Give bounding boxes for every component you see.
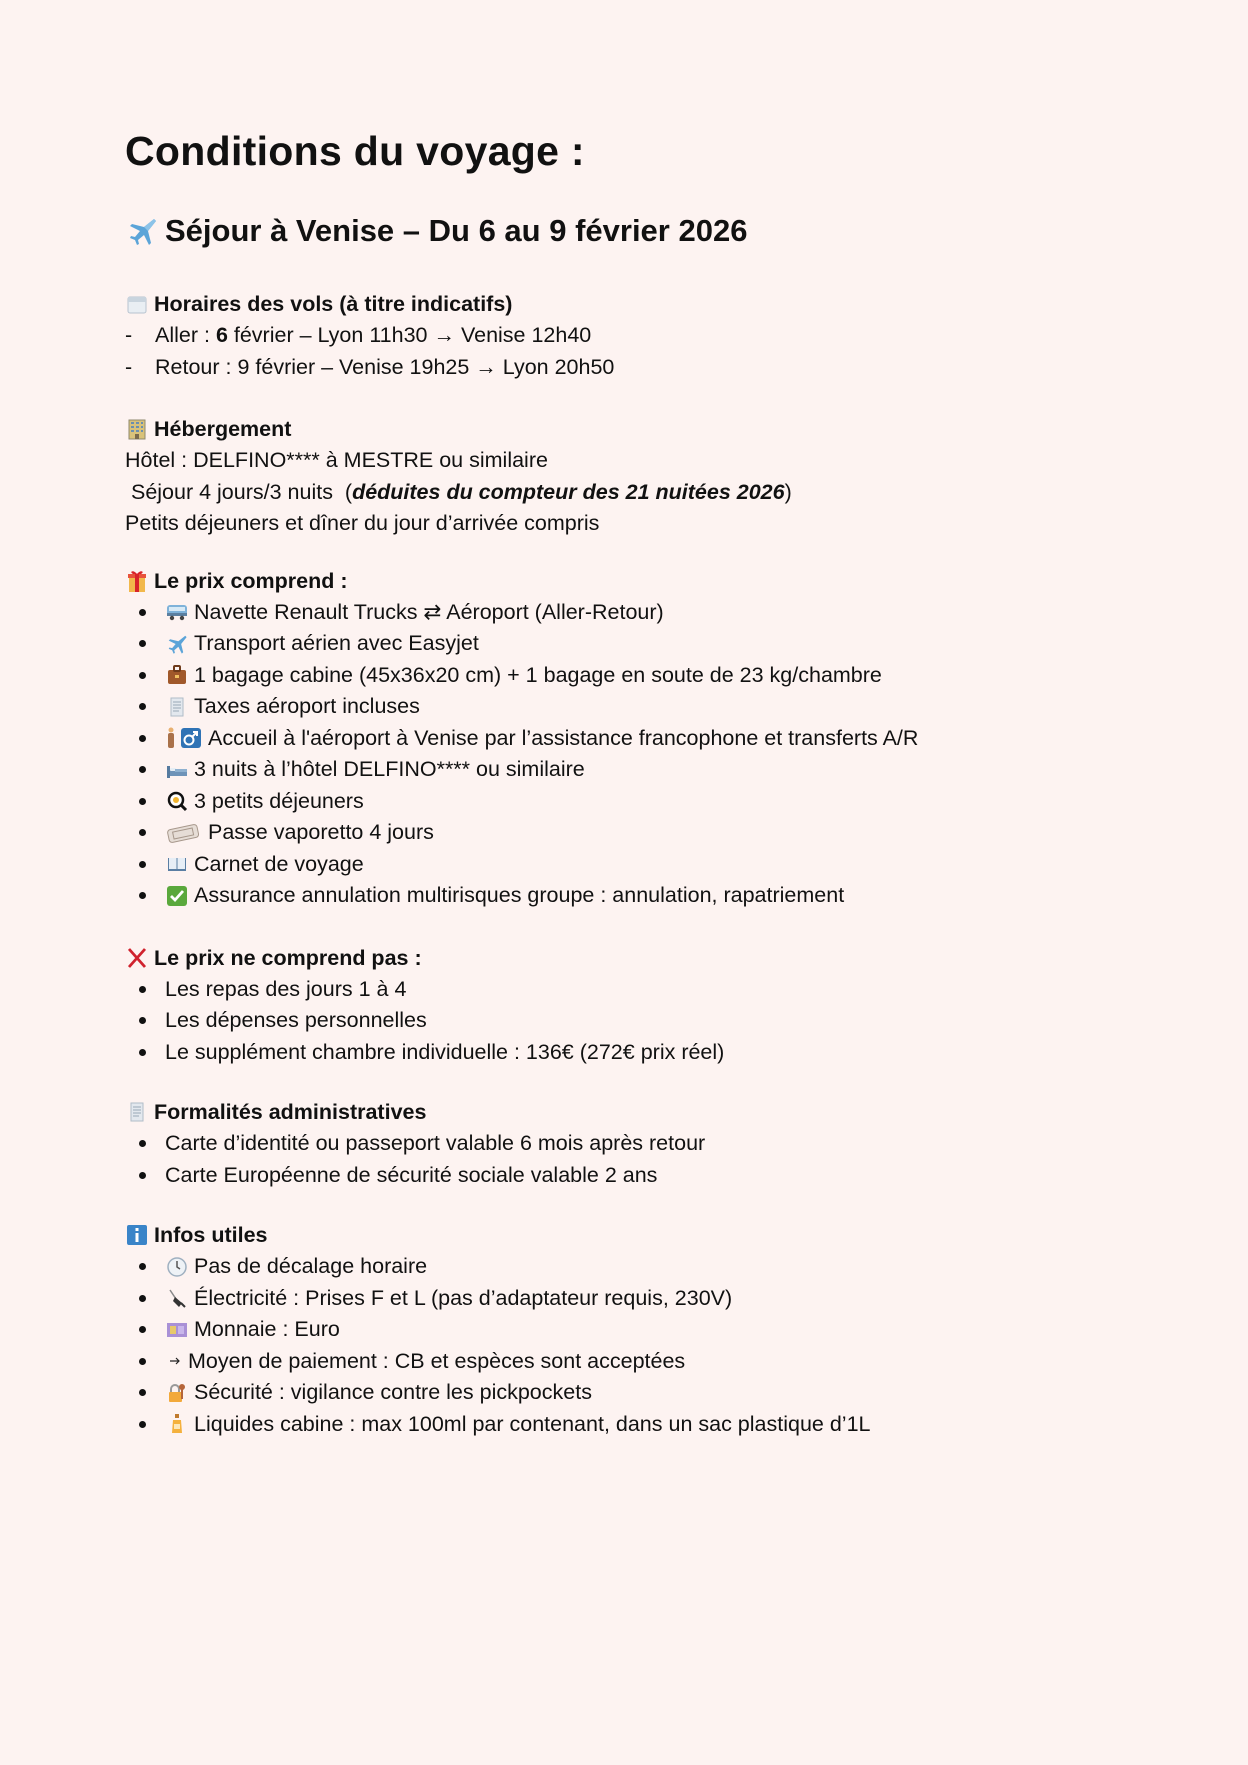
clock-icon	[165, 1255, 189, 1279]
airplane-icon	[125, 214, 159, 248]
item-text: Transport aérien avec Easyjet	[194, 631, 479, 655]
ticket-icon	[165, 821, 201, 845]
bullet	[139, 1326, 146, 1333]
item-text: Le supplément chambre individuelle : 136€ (272€ prix réel)	[165, 1039, 725, 1064]
list-item	[125, 974, 1125, 1006]
male-sign-icon	[179, 726, 203, 750]
item-text: Pas de décalage horaire	[194, 1254, 428, 1278]
bullet	[139, 1389, 146, 1396]
document-page	[125, 118, 1125, 1440]
included-heading-text: Le prix comprend :	[154, 568, 348, 593]
stay-prefix: Séjour 4 jours/3 nuits (	[125, 479, 353, 504]
dash-marker: -	[125, 354, 133, 379]
stay-suffix: )	[784, 479, 792, 504]
page-title: Conditions du voyage :	[125, 128, 585, 174]
item-text: Les repas des jours 1 à 4	[165, 976, 407, 1001]
not-included-section	[125, 942, 1125, 1069]
outbound-prefix: Aller :	[155, 323, 216, 347]
item-text: Sécurité : vigilance contre les pickpockets	[194, 1380, 592, 1404]
included-section	[125, 565, 1125, 912]
dash-marker: -	[125, 323, 133, 347]
fried-egg-icon	[165, 789, 189, 813]
flight-outbound	[125, 320, 1125, 352]
list-item	[125, 849, 1125, 881]
infos-list	[125, 1251, 1125, 1440]
flights-heading-text: Horaires des vols (à titre indicatifs)	[154, 292, 513, 316]
person-icon	[165, 726, 177, 750]
item-text: Carte Européenne de sécurité sociale valable 2 ans	[165, 1162, 658, 1187]
list-item	[125, 723, 1125, 755]
accommodation-heading	[125, 413, 1125, 445]
list-item	[125, 1346, 1125, 1378]
return-details: Retour : 9 février – Venise 19h25 → Lyon 20h50	[155, 354, 615, 379]
item-text: Assurance annulation multirisques groupe : annulation, rapatriement	[194, 883, 845, 907]
accommodation-section	[125, 413, 1125, 540]
bullet	[139, 1421, 146, 1428]
item-text: Accueil à l'aéroport à Venise par l’assistance francophone et transferts A/R	[208, 725, 919, 750]
list-item	[125, 1037, 1125, 1069]
trip-subtitle-text: Séjour à Venise – Du 6 au 9 février 2026	[165, 213, 748, 248]
list-item	[125, 1128, 1125, 1160]
bullet	[139, 1295, 146, 1302]
item-text: Carte d’identité ou passeport valable 6 mois après retour	[165, 1131, 706, 1155]
list-item	[125, 754, 1125, 786]
bed-icon	[165, 758, 189, 782]
list-item	[125, 786, 1125, 818]
book-icon	[165, 852, 189, 876]
meals-info: Petits déjeuners et dîner du jour d’arrivée compris	[125, 511, 600, 535]
list-item	[125, 1377, 1125, 1409]
bullet	[139, 672, 146, 679]
item-text: Navette Renault Trucks ⇄ Aéroport (Aller-Retour)	[194, 599, 664, 624]
bullet	[139, 1358, 146, 1365]
included-heading	[125, 565, 1125, 597]
flights-section	[125, 288, 1125, 383]
bullet	[139, 766, 146, 773]
list-item	[125, 880, 1125, 912]
not-included-heading	[125, 942, 1125, 974]
hotel-name: Hôtel : DELFINO**** à MESTRE ou similaire	[125, 448, 548, 472]
stay-duration	[125, 477, 1125, 509]
hotel-icon	[125, 417, 149, 441]
list-item	[125, 1160, 1125, 1192]
bullet	[139, 829, 146, 836]
item-text: Électricité : Prises F et L (pas d’adaptateur requis, 230V)	[194, 1285, 733, 1310]
item-text: Liquides cabine : max 100ml par contenant, dans un sac plastique d’1L	[194, 1411, 871, 1436]
stay-note: déduites du compteur des 21 nuitées 2026	[352, 479, 785, 504]
list-item	[125, 1283, 1125, 1315]
outbound-details: février – Lyon 11h30 → Venise 12h40	[227, 323, 592, 347]
not-included-heading-text: Le prix ne comprend pas :	[154, 945, 422, 970]
accommodation-heading-text: Hébergement	[154, 417, 292, 441]
bottle-icon	[165, 1412, 189, 1436]
not-included-list	[125, 974, 1125, 1069]
bullet	[139, 703, 146, 710]
included-list	[125, 597, 1125, 912]
list-item	[125, 628, 1125, 660]
arrow-icon	[165, 1349, 185, 1373]
list-item	[125, 1409, 1125, 1441]
flight-return	[125, 352, 1125, 384]
item-text: 3 petits déjeuners	[194, 788, 364, 813]
item-text: Les dépenses personnelles	[165, 1008, 427, 1032]
bullet	[139, 640, 146, 647]
item-text: Passe vaporetto 4 jours	[208, 820, 434, 844]
list-item	[125, 597, 1125, 629]
bullet	[139, 735, 146, 742]
formalities-heading-text: Formalités administratives	[154, 1100, 427, 1124]
bullet	[139, 1140, 146, 1147]
item-text: 3 nuits à l’hôtel DELFINO**** ou similaire	[194, 757, 585, 781]
info-icon	[125, 1223, 149, 1247]
lock-key-icon	[165, 1381, 189, 1405]
bullet	[139, 1049, 146, 1056]
list-item	[125, 1251, 1125, 1283]
document-icon	[125, 1100, 149, 1124]
list-item	[125, 660, 1125, 692]
formalities-list	[125, 1128, 1125, 1191]
infos-section	[125, 1219, 1125, 1440]
check-icon	[165, 884, 189, 908]
receipt-icon	[165, 695, 189, 719]
bullet	[139, 1172, 146, 1179]
flights-heading	[125, 288, 1125, 320]
bullet	[139, 986, 146, 993]
cross-icon	[125, 946, 149, 970]
item-text: Moyen de paiement : CB et espèces sont acceptées	[188, 1348, 686, 1373]
infos-heading	[125, 1219, 1125, 1251]
bullet	[139, 798, 146, 805]
bus-icon	[165, 600, 189, 624]
bullet	[139, 1017, 146, 1024]
formalities-heading	[125, 1096, 1125, 1128]
outbound-day: 6	[215, 323, 228, 347]
item-text: Taxes aéroport incluses	[194, 694, 420, 718]
bullet	[139, 609, 146, 616]
plug-icon	[165, 1286, 189, 1310]
list-item	[125, 691, 1125, 723]
list-item	[125, 817, 1125, 849]
gift-icon	[125, 569, 149, 593]
banknote-icon	[165, 1318, 189, 1342]
list-item	[125, 1005, 1125, 1037]
airplane-icon	[165, 632, 189, 656]
trip-subtitle	[125, 208, 1125, 254]
bullet	[139, 892, 146, 899]
formalities-section	[125, 1096, 1125, 1191]
list-item	[125, 1314, 1125, 1346]
bullet	[139, 861, 146, 868]
calendar-icon	[125, 292, 149, 316]
item-text: Carnet de voyage	[194, 851, 364, 876]
infos-heading-text: Infos utiles	[154, 1223, 268, 1247]
briefcase-icon	[165, 663, 189, 687]
item-text: Monnaie : Euro	[194, 1317, 340, 1341]
item-text: 1 bagage cabine (45x36x20 cm) + 1 bagage en soute de 23 kg/chambre	[194, 662, 882, 687]
bullet	[139, 1263, 146, 1270]
